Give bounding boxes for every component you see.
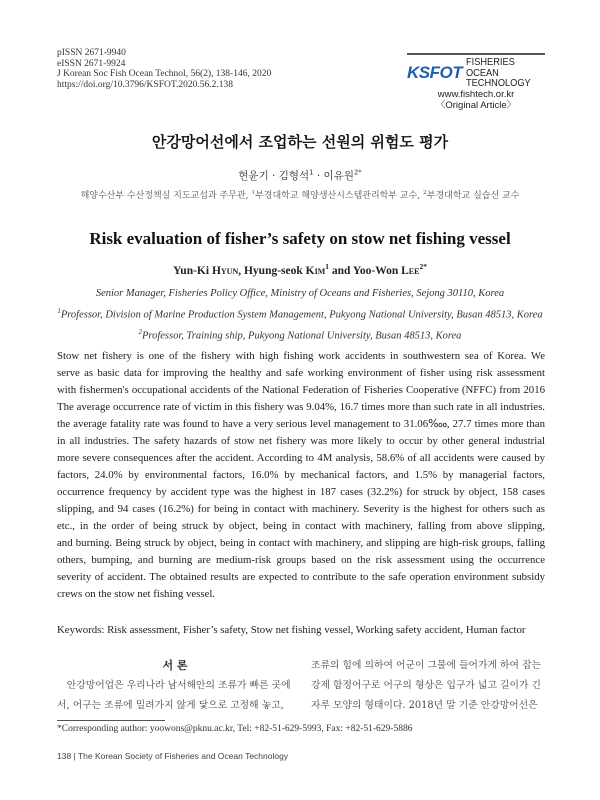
abstract-line: serve as basic data for improving the healthy and safe working environment of fisher using risk assessment	[57, 367, 545, 379]
abstract-line: with fishermen's occupational accidents of the National Federation of Fisheries Cooperative (NFFC) from 2016	[57, 384, 545, 396]
author-surname: Hyun	[211, 264, 239, 277]
english-authors	[0, 262, 600, 277]
aff: Professor, Training ship, Pukyong National University, Busan 48513, Korea	[141, 330, 462, 341]
body-line: 안강망어업은 우리나라 남서해안의 조류가 빠른 곳에	[57, 680, 291, 691]
aff: Professor, Division of Marine Production System Management, Pukyong National University, Busan 48513, Korea	[60, 309, 543, 320]
separator: ·	[268, 170, 279, 182]
aff: Senior Manager, Fisheries Policy Office, Ministry of Oceans and Fisheries, Sejong 30110, Korea	[95, 288, 505, 299]
abstract-line: factors, 24.0% by environmental factors, 16.0% by mechanical factors, and 1.5% by managerial factors,	[57, 469, 545, 481]
intro-right-column	[311, 656, 547, 716]
logo-name-1: FISHERIES OCEAN	[466, 56, 515, 79]
author-name: 현윤기	[238, 170, 269, 182]
footnote-divider	[57, 720, 165, 721]
aff-sup: 2	[138, 328, 142, 336]
abstract-line: the average fatality rate was found to have a very serious level management to 31.06‱, 27.7 times more than	[57, 418, 545, 430]
article-type: 〈Original Article〉	[435, 99, 517, 111]
aff-sup: 2	[423, 190, 427, 196]
abstract-line: more severe consequences after the accident. According to 4M analysis, 58.6% of all accidents were caused by	[57, 452, 545, 464]
body-line: 서, 어구는 조류에 밀려가지 않게 닻으로 고정해 놓고,	[57, 700, 284, 711]
author-sup: 2*	[419, 262, 427, 271]
author-surname: Lee	[401, 264, 420, 277]
intro-left-column	[57, 656, 293, 716]
aff: 부경대학교 실습선 교수	[426, 191, 520, 201]
citation: J Korean Soc Fish Ocean Technol, 56(2), 138-146, 2020	[57, 69, 272, 79]
author-sup: 2*	[353, 168, 362, 177]
pissn: pISSN 2671-9940	[57, 48, 126, 58]
body-line: 조류의 힘에 의하여 어군이 그물에 들어가게 하여 잡는	[311, 660, 542, 671]
corresponding-author: *Corresponding author: yoowons@pknu.ac.kr, Tel: +82-51-629-5993, Fax: +82-51-629-5886	[57, 724, 413, 734]
author-sup: 1	[325, 262, 329, 271]
abstract-line: others, bumping, and burning are medium-risk groups based on the risk assessment using the occurrence	[57, 554, 545, 566]
abstract-line: in all industries. The safety hazards of stow net fishery was more likely to occur by other general industrial	[57, 435, 545, 447]
aff-sup: 1	[57, 307, 61, 315]
abstract-line: crews on the stow net fishing vessel.	[57, 588, 216, 600]
korean-title: 안강망어선에서 조업하는 선원의 위험도 평가	[151, 133, 449, 151]
journal-logo	[407, 53, 545, 111]
author-name: Yun-Ki	[173, 264, 212, 277]
abstract-line: slipping, and 94 cases (16.2%) for being in contact with machinery. Severity is the highest for others such as	[57, 503, 545, 515]
section-heading: 서 론	[162, 659, 188, 672]
aff: 해양수산부 수산정책실 지도교섭과 주무관,	[80, 191, 252, 201]
journal-meta	[57, 48, 271, 90]
keywords: Keywords: Risk assessment, Fisher’s safety, Stow net fishing vessel, Working safety accident, Human factor	[57, 624, 526, 636]
author-name: and Yoo-Won	[329, 264, 402, 277]
abstract-line: The average occurrence rate of victim in this fishery was 9.04%, 16.7 times more than such rate in all industries.	[57, 401, 545, 413]
abstract-line: etc., in the order of being struck by object, being in contact with machinery, falling from above slipping,	[57, 520, 545, 532]
abstract-line: severity of accident. The obtained results are expected to contribute to the safe operation environment subsidy	[57, 571, 545, 583]
english-title: Risk evaluation of fisher’s safety on stow net fishing vessel	[89, 229, 511, 248]
korean-affiliations	[0, 188, 600, 201]
eissn: eISSN 2671-9924	[57, 58, 126, 69]
journal-url[interactable]: www.fishtech.or.kr	[437, 88, 515, 100]
korean-authors	[0, 168, 600, 183]
logo-name-2: TECHNOLOGY	[466, 77, 531, 89]
page-footer: 138 | The Korean Society of Fisheries and Ocean Technology	[57, 751, 289, 761]
english-affiliations	[0, 285, 600, 345]
separator: ·	[313, 170, 324, 182]
abstract-line: Stow net fishery is one of the fishery with high fishing work accidents in southwestern sea of Korea. We	[57, 350, 545, 362]
body-line: 강제 함정어구로 어구의 형상은 입구가 넓고 길이가 긴	[311, 680, 542, 691]
author-name: 김형석	[278, 170, 310, 182]
author-name: 이유원	[323, 170, 354, 182]
body-line: 자루 모양의 형태이다. 2018년 말 기준 안강망어선은	[311, 700, 538, 711]
abstract-line: occurrence frequency by accident type was the highest in 187 cases (32.2%) for struck by object, 158 cases	[57, 486, 545, 498]
aff-sup: 1	[251, 190, 256, 196]
doi-link[interactable]: https://doi.org/10.3796/KSFOT.2020.56.2.138	[57, 79, 233, 90]
aff: 부경대학교 해양생산시스템관리학부 교수,	[255, 191, 424, 201]
ksfot-mark: KSFOT	[407, 62, 463, 82]
author-surname: Kim	[305, 264, 326, 277]
author-sup: 1	[309, 168, 314, 177]
author-name: , Hyung-seok	[238, 264, 306, 277]
abstract	[57, 348, 545, 603]
abstract-line: and burning. Being struck by object, being in contact with machinery, and slipping are high-risk groups, falling	[57, 537, 545, 549]
